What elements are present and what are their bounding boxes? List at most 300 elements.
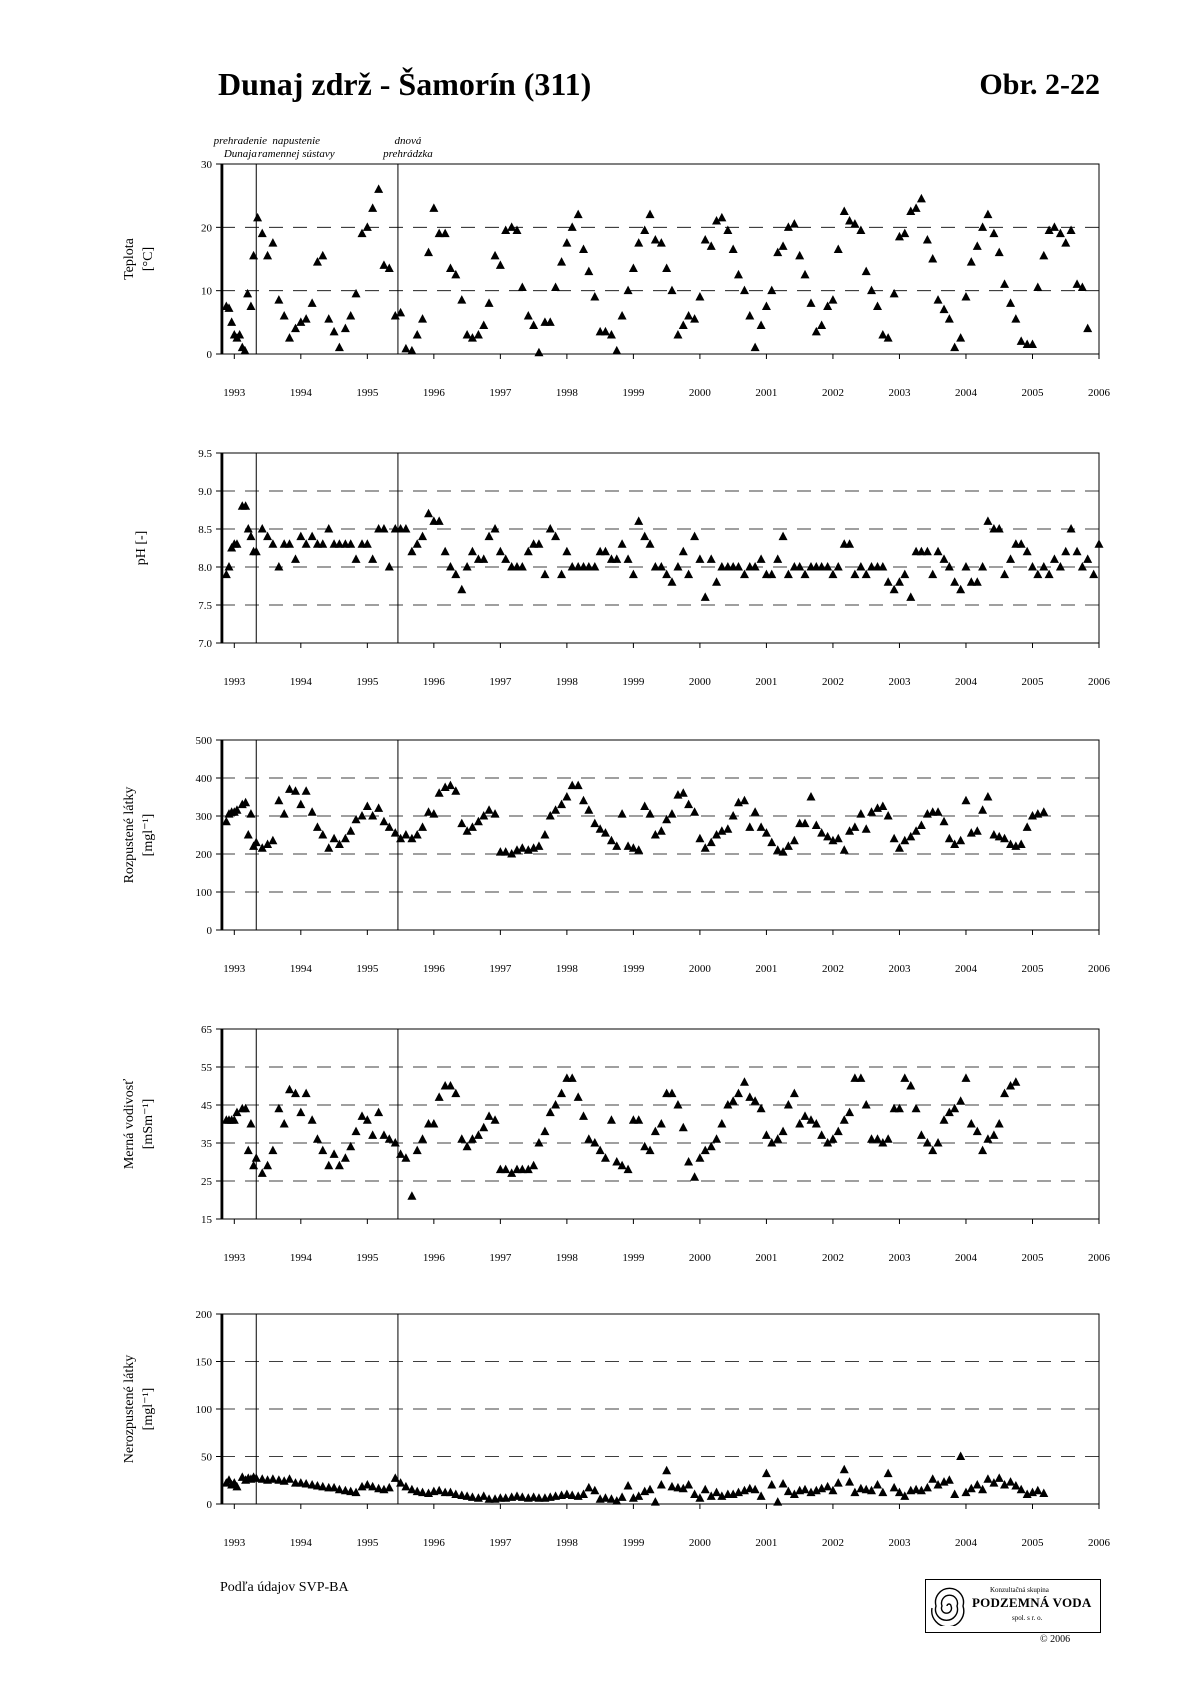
data-point — [845, 216, 854, 225]
x-tick-label: 2005 — [1021, 963, 1044, 975]
data-point — [862, 824, 871, 833]
y-axis-label: pH [-] — [134, 530, 149, 566]
data-point — [413, 830, 422, 839]
data-point — [335, 343, 344, 352]
data-point — [740, 570, 749, 579]
y-tick-label: 200 — [195, 849, 212, 861]
data-point — [590, 819, 599, 828]
data-point — [557, 800, 566, 809]
x-tick-label: 1998 — [555, 963, 578, 975]
data-point — [734, 270, 743, 279]
data-point — [729, 245, 738, 254]
x-tick-label: 1999 — [622, 1252, 645, 1264]
x-tick-label: 2006 — [1088, 1252, 1110, 1264]
x-tick-label: 1998 — [555, 676, 578, 688]
data-point — [773, 1134, 782, 1143]
x-tick-label: 2006 — [1088, 387, 1110, 399]
data-point — [779, 241, 788, 250]
data-point — [657, 562, 666, 571]
data-point — [485, 532, 494, 541]
y-tick-label: 10 — [201, 285, 212, 298]
data-point — [757, 822, 766, 831]
x-tick-label: 2001 — [755, 387, 778, 399]
x-tick-label: 2006 — [1088, 963, 1110, 975]
data-point — [657, 1480, 666, 1489]
data-point — [474, 1130, 483, 1139]
data-point — [568, 222, 577, 231]
data-point — [268, 539, 277, 548]
data-point — [740, 796, 749, 805]
data-point — [1006, 298, 1015, 307]
data-point — [534, 1138, 543, 1147]
data-point — [590, 562, 599, 571]
x-tick-label: 2002 — [821, 1252, 844, 1264]
x-tick-label: 2004 — [954, 676, 977, 688]
x-tick-label: 2003 — [888, 387, 911, 399]
data-point — [302, 1089, 311, 1098]
data-point — [258, 229, 267, 238]
data-point — [424, 248, 433, 256]
data-point — [973, 241, 982, 250]
data-point — [751, 343, 760, 352]
data-point — [253, 213, 262, 222]
y-tick-label: 500 — [195, 735, 212, 747]
data-point — [640, 532, 649, 541]
data-point — [1045, 570, 1054, 579]
data-point — [646, 1485, 655, 1494]
data-point — [923, 1483, 932, 1492]
data-point — [734, 1089, 743, 1098]
data-point — [507, 222, 516, 231]
data-point — [873, 302, 882, 311]
x-tick-label: 2004 — [954, 387, 977, 399]
data-point — [634, 238, 643, 247]
data-point — [856, 562, 865, 571]
data-point — [862, 1100, 871, 1109]
data-point — [252, 1153, 261, 1162]
y-tick-label: 0 — [206, 1499, 212, 1511]
data-point — [695, 834, 704, 843]
data-point — [474, 330, 483, 339]
data-point — [895, 577, 904, 586]
data-point — [324, 314, 333, 323]
data-point — [912, 203, 921, 212]
x-tick-label: 1993 — [223, 676, 246, 688]
x-tick-label: 2005 — [1021, 676, 1044, 688]
data-point — [945, 562, 954, 571]
x-tick-label: 2002 — [821, 1537, 844, 1549]
x-tick-label: 2003 — [888, 1252, 911, 1264]
data-point — [557, 1089, 566, 1098]
data-point — [940, 817, 949, 826]
x-tick-label: 2004 — [954, 963, 977, 975]
data-point — [961, 292, 970, 301]
data-point — [662, 264, 671, 273]
y-tick-label: 7.0 — [198, 638, 212, 650]
data-point — [845, 1108, 854, 1117]
data-point — [540, 1127, 549, 1136]
data-point — [313, 822, 322, 831]
data-point — [562, 547, 571, 556]
data-point — [557, 570, 566, 579]
x-tick-label: 1993 — [223, 387, 246, 399]
data-point — [779, 532, 788, 541]
data-point — [584, 267, 593, 276]
data-point — [413, 539, 422, 548]
data-point — [441, 229, 450, 238]
data-point — [740, 1077, 749, 1086]
y-axis-label: Nerozpustené látky — [122, 1354, 137, 1464]
data-point — [1083, 324, 1092, 333]
plot-frame — [221, 453, 1099, 643]
data-point — [224, 562, 233, 571]
data-point — [1039, 251, 1048, 260]
event-label-line2: prehrádzka — [383, 148, 433, 160]
data-point — [374, 803, 383, 812]
data-point — [928, 254, 937, 263]
data-point — [418, 314, 427, 323]
data-point — [723, 226, 732, 235]
data-point — [285, 1474, 294, 1483]
x-tick-label: 2003 — [888, 676, 911, 688]
data-point — [418, 532, 427, 541]
data-point — [1067, 226, 1076, 235]
x-tick-label: 1993 — [223, 1537, 246, 1549]
data-point — [890, 289, 899, 298]
data-point — [762, 1469, 771, 1478]
data-point — [923, 1138, 932, 1147]
data-point — [1011, 314, 1020, 323]
x-tick-label: 2000 — [688, 1252, 711, 1264]
data-point — [308, 807, 317, 816]
data-point — [667, 809, 676, 818]
y-tick-label: 100 — [195, 1404, 212, 1416]
data-point — [1073, 547, 1082, 556]
x-tick-label: 1993 — [223, 1252, 246, 1264]
data-point — [280, 1119, 289, 1128]
data-point — [667, 577, 676, 586]
data-point — [717, 1119, 726, 1128]
data-point — [246, 532, 255, 541]
data-point — [950, 343, 959, 352]
data-point — [817, 1130, 826, 1139]
data-point — [673, 330, 682, 339]
data-point — [324, 1161, 333, 1170]
data-point — [934, 1138, 943, 1147]
x-tick-label: 1998 — [555, 1537, 578, 1549]
x-tick-label: 1994 — [289, 963, 312, 975]
data-point — [978, 1146, 987, 1155]
data-point — [934, 295, 943, 304]
data-point — [850, 822, 859, 831]
y-tick-label: 7.5 — [198, 600, 212, 612]
data-point — [906, 592, 915, 601]
data-point — [308, 1115, 317, 1124]
data-point — [244, 1146, 253, 1155]
x-tick-label: 2000 — [688, 1537, 711, 1549]
y-tick-label: 45 — [201, 1100, 212, 1112]
data-point — [945, 1475, 954, 1484]
data-point — [983, 792, 992, 801]
data-point — [795, 251, 804, 260]
x-tick-label: 2003 — [888, 963, 911, 975]
data-point — [268, 836, 277, 845]
y-tick-label: 50 — [201, 1451, 212, 1464]
x-tick-label: 1995 — [356, 676, 379, 688]
data-point — [518, 843, 527, 852]
data-point — [1056, 562, 1065, 571]
data-point — [324, 843, 333, 852]
data-point — [629, 264, 638, 273]
data-point — [690, 1490, 699, 1499]
data-point — [867, 286, 876, 295]
data-point — [856, 1073, 865, 1082]
x-tick-label: 1995 — [356, 1252, 379, 1264]
data-point — [667, 286, 676, 295]
x-tick-label: 1999 — [622, 676, 645, 688]
data-point — [967, 257, 976, 266]
x-tick-label: 1997 — [489, 963, 512, 975]
data-point — [285, 1085, 294, 1094]
data-point — [779, 1127, 788, 1136]
x-tick-label: 1995 — [356, 387, 379, 399]
y-tick-label: 100 — [195, 887, 212, 899]
data-point — [684, 1157, 693, 1166]
data-point — [801, 1111, 810, 1120]
data-point — [729, 811, 738, 820]
data-point — [717, 213, 726, 222]
data-point — [1000, 570, 1009, 579]
y-tick-label: 9.0 — [198, 486, 212, 498]
page-title: Dunaj zdrž - Šamorín (311) — [218, 66, 592, 102]
data-point — [701, 235, 710, 244]
x-tick-label: 2000 — [688, 676, 711, 688]
x-tick-label: 1997 — [489, 387, 512, 399]
x-tick-label: 2005 — [1021, 1537, 1044, 1549]
data-point — [928, 1146, 937, 1155]
data-point — [252, 838, 261, 847]
data-point — [258, 1168, 267, 1177]
data-point — [346, 311, 355, 320]
data-point — [983, 1474, 992, 1483]
chart-panel-5 — [122, 1309, 1111, 1549]
y-tick-label: 15 — [201, 1214, 212, 1226]
data-point — [258, 524, 267, 533]
data-point — [296, 532, 305, 541]
data-point — [435, 1486, 444, 1495]
plot-frame — [221, 164, 1099, 354]
data-point — [584, 805, 593, 814]
data-point — [285, 333, 294, 342]
data-point — [651, 1497, 660, 1506]
event-label: napustenie — [272, 135, 321, 147]
data-point — [424, 509, 433, 518]
data-point — [856, 809, 865, 818]
data-point — [346, 826, 355, 835]
data-point — [679, 788, 688, 797]
data-point — [651, 235, 660, 244]
data-point — [890, 585, 899, 594]
data-point — [274, 796, 283, 805]
data-point — [995, 1119, 1004, 1128]
data-point — [1039, 562, 1048, 571]
data-point — [618, 809, 627, 818]
x-tick-label: 2000 — [688, 963, 711, 975]
data-point — [529, 321, 538, 330]
y-tick-label: 0 — [206, 925, 212, 937]
data-point — [906, 1081, 915, 1090]
data-point — [690, 532, 699, 541]
data-point — [751, 807, 760, 816]
y-axis-unit: [°C] — [141, 246, 156, 272]
data-point — [695, 292, 704, 301]
data-point — [534, 348, 543, 357]
data-point — [579, 1111, 588, 1120]
data-point — [745, 1092, 754, 1101]
data-point — [413, 330, 422, 339]
data-point — [491, 251, 500, 260]
data-source-note: Podľa údajov SVP-BA — [220, 1580, 349, 1595]
data-point — [485, 298, 494, 307]
data-point — [801, 570, 810, 579]
data-point — [352, 554, 361, 563]
company-logo — [925, 1579, 1101, 1633]
data-point — [274, 562, 283, 571]
data-point — [1023, 822, 1032, 831]
data-point — [1000, 1089, 1009, 1098]
y-tick-label: 8.0 — [198, 562, 212, 574]
plot-frame — [221, 740, 1099, 930]
logo-company-name: PODZEMNÁ VODA — [972, 1595, 1092, 1610]
data-point — [574, 210, 583, 219]
data-point — [790, 219, 799, 228]
data-point — [757, 554, 766, 563]
data-point — [784, 1100, 793, 1109]
data-point — [485, 1111, 494, 1120]
data-point — [895, 843, 904, 852]
data-point — [862, 267, 871, 276]
data-point — [840, 1115, 849, 1124]
data-point — [840, 207, 849, 216]
data-point — [834, 245, 843, 254]
data-point — [485, 805, 494, 814]
x-tick-label: 1998 — [555, 387, 578, 399]
data-point — [690, 1172, 699, 1181]
data-point — [956, 1096, 965, 1105]
data-point — [268, 1146, 277, 1155]
data-point — [767, 838, 776, 847]
x-tick-label: 1999 — [622, 1537, 645, 1549]
data-point — [1033, 570, 1042, 579]
x-tick-label: 1994 — [289, 1537, 312, 1549]
data-point — [884, 811, 893, 820]
x-tick-label: 1998 — [555, 1252, 578, 1264]
data-point — [429, 203, 438, 212]
data-point — [801, 1485, 810, 1494]
data-point — [457, 585, 466, 594]
data-point — [945, 314, 954, 323]
data-point — [806, 792, 815, 801]
data-point — [379, 260, 388, 269]
data-point — [374, 1108, 383, 1117]
data-point — [701, 592, 710, 601]
data-point — [318, 1146, 327, 1155]
data-point — [740, 286, 749, 295]
data-point — [491, 524, 500, 533]
data-point — [407, 547, 416, 556]
x-tick-label: 2005 — [1021, 1252, 1044, 1264]
data-point — [263, 251, 272, 260]
data-point — [1039, 807, 1048, 816]
data-point — [657, 1119, 666, 1128]
data-point — [978, 805, 987, 814]
x-tick-label: 1999 — [622, 387, 645, 399]
x-tick-label: 2001 — [755, 963, 778, 975]
y-tick-label: 9.5 — [198, 448, 212, 460]
event-label-line2: ramennej sústavy — [257, 148, 335, 160]
data-point — [662, 570, 671, 579]
chart-panel-1 — [122, 135, 1111, 399]
data-point — [368, 203, 377, 212]
data-point — [745, 311, 754, 320]
data-point — [784, 570, 793, 579]
data-point — [1033, 1486, 1042, 1495]
data-point — [646, 539, 655, 548]
data-point — [335, 1161, 344, 1170]
data-point — [967, 1119, 976, 1128]
data-point — [983, 516, 992, 525]
data-point — [624, 554, 633, 563]
data-point — [873, 1480, 882, 1489]
data-point — [640, 226, 649, 235]
y-axis-label: Rozpustené látky — [122, 786, 137, 884]
data-point — [1017, 840, 1026, 849]
copyright-note: © 2006 — [1040, 1634, 1071, 1645]
data-point — [646, 210, 655, 219]
data-point — [762, 1130, 771, 1139]
data-point — [468, 547, 477, 556]
data-point — [956, 585, 965, 594]
data-point — [679, 321, 688, 330]
data-point — [574, 781, 583, 790]
data-point — [618, 1492, 627, 1501]
data-point — [618, 539, 627, 548]
data-point — [524, 547, 533, 556]
data-point — [684, 800, 693, 809]
data-point — [900, 570, 909, 579]
data-point — [707, 554, 716, 563]
data-point — [285, 784, 294, 793]
data-point — [956, 836, 965, 845]
data-point — [712, 1488, 721, 1497]
x-tick-label: 2004 — [954, 1537, 977, 1549]
data-point — [302, 786, 311, 795]
data-point — [973, 1127, 982, 1136]
y-axis-unit: [mgl⁻¹] — [141, 813, 156, 857]
data-point — [673, 562, 682, 571]
event-label: dnová — [394, 135, 422, 147]
data-point — [1023, 547, 1032, 556]
data-point — [934, 547, 943, 556]
x-tick-label: 1999 — [622, 963, 645, 975]
data-point — [1050, 554, 1059, 563]
data-point — [1006, 554, 1015, 563]
data-point — [1028, 562, 1037, 571]
data-point — [1011, 1077, 1020, 1086]
x-tick-label: 2001 — [755, 676, 778, 688]
data-point — [318, 251, 327, 260]
data-point — [368, 811, 377, 820]
